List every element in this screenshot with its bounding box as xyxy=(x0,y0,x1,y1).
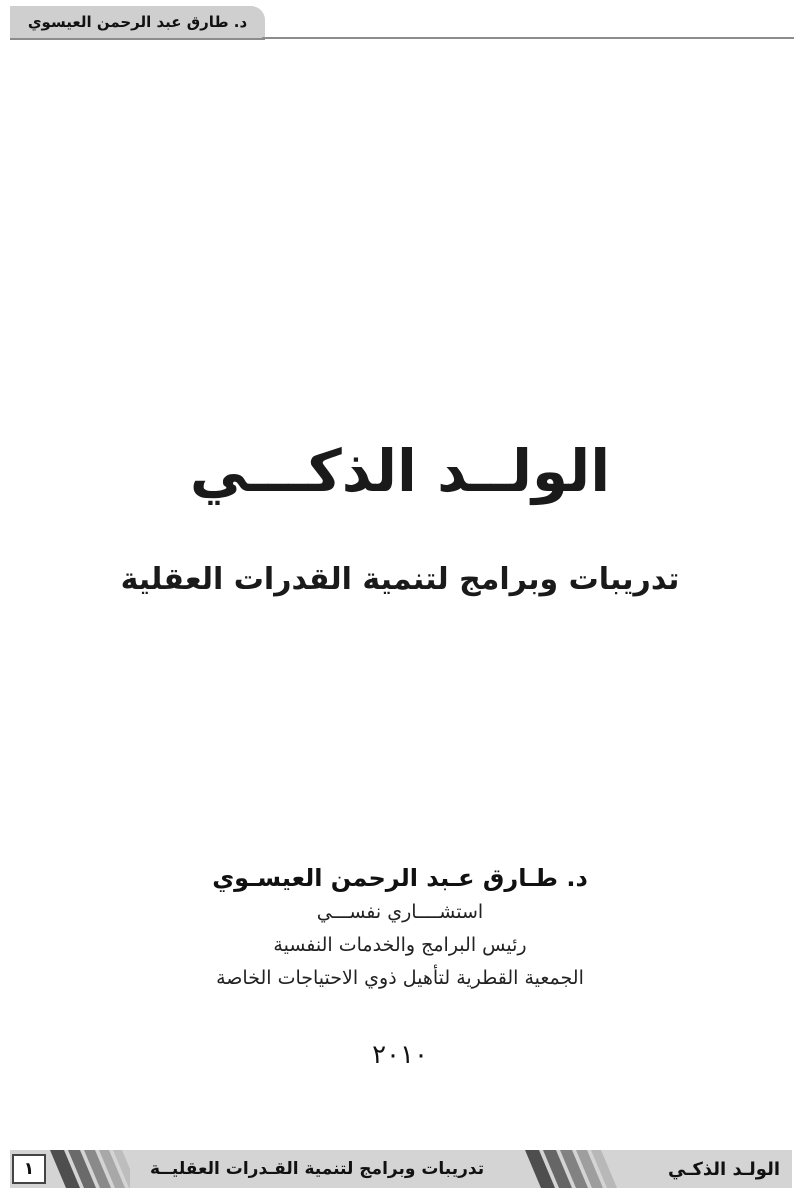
page-number: ١ xyxy=(12,1154,46,1184)
publication-year: ٢٠١٠ xyxy=(372,1040,428,1070)
page-footer xyxy=(10,1150,792,1188)
footer-title: الولـد الذكـي xyxy=(668,1158,780,1180)
header-rule xyxy=(262,37,794,39)
book-title: الولــد الذكـــي xyxy=(189,437,611,505)
header-author-label: د. طارق عبد الرحمن العيسوي xyxy=(27,13,248,31)
footer-stripes-left xyxy=(50,1150,130,1188)
author-block xyxy=(0,860,800,995)
author-name: د. طـارق عـبد الرحمن العيسـوي xyxy=(212,864,588,892)
book-subtitle: تدريبات وبرامج لتنمية القدرات العقلية xyxy=(120,562,680,597)
author-role: استشــــاري نفســـي xyxy=(316,901,484,923)
author-organization: الجمعية القطرية لتأهيل ذوي الاحتياجات الخاصة xyxy=(216,967,584,989)
footer-stripes-right xyxy=(525,1150,620,1188)
header-author-tab xyxy=(10,6,265,40)
footer-subtitle: تدريبات وبرامج لتنمية القـدرات العقليــة xyxy=(150,1159,485,1179)
author-position: رئيس البرامج والخدمات النفسية xyxy=(273,934,527,956)
